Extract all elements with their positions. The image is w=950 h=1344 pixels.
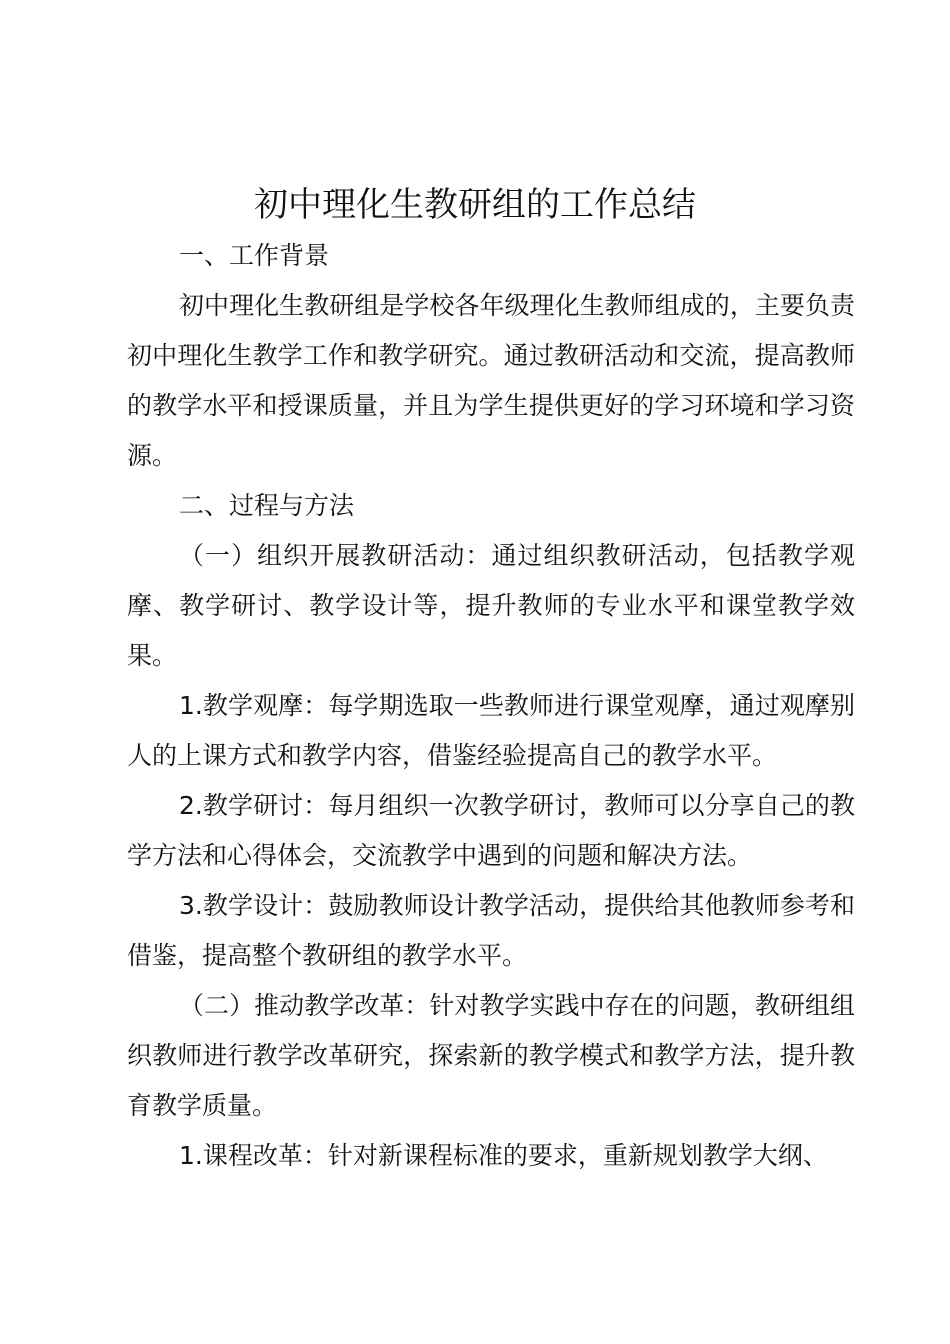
document-body xyxy=(127,231,855,1181)
item-curriculum-reform: 1.课程改革：针对新课程标准的要求，重新规划教学大纲、 xyxy=(179,1141,828,1170)
background-paragraph: 初中理化生教研组是学校各年级理化生教师组成的，主要负责初中理化生教学工作和教学研究。通过教研活动和交流，提高教师的教学水平和授课质量，并且为学生提供更好的学习环境和学习资源。 xyxy=(127,291,855,470)
document-title: 初中理化生教研组的工作总结 xyxy=(254,185,696,225)
item-teaching-design: 3.教学设计：鼓励教师设计教学活动，提供给其他教师参考和借鉴，提高整个教研组的教学水平。 xyxy=(127,891,855,970)
subsection-teaching-reform: （二）推动教学改革：针对教学实践中存在的问题，教研组组织教师进行教学改革研究，探索新的教学模式和教学方法，提升教育教学质量。 xyxy=(127,991,855,1120)
item-teaching-observation: 1.教学观摩：每学期选取一些教师进行课堂观摩，通过观摩别人的上课方式和教学内容，借鉴经验提高自己的教学水平。 xyxy=(127,691,855,770)
subsection-research-activities: （一）组织开展教研活动：通过组织教研活动，包括教学观摩、教学研讨、教学设计等，提升教师的专业水平和课堂教学效果。 xyxy=(127,541,855,670)
item-teaching-discussion: 2.教学研讨：每月组织一次教学研讨，教师可以分享自己的教学方法和心得体会，交流教学中遇到的问题和解决方法。 xyxy=(127,791,855,870)
section-heading-process: 二、过程与方法 xyxy=(179,491,355,520)
section-heading-background: 一、工作背景 xyxy=(179,241,330,270)
